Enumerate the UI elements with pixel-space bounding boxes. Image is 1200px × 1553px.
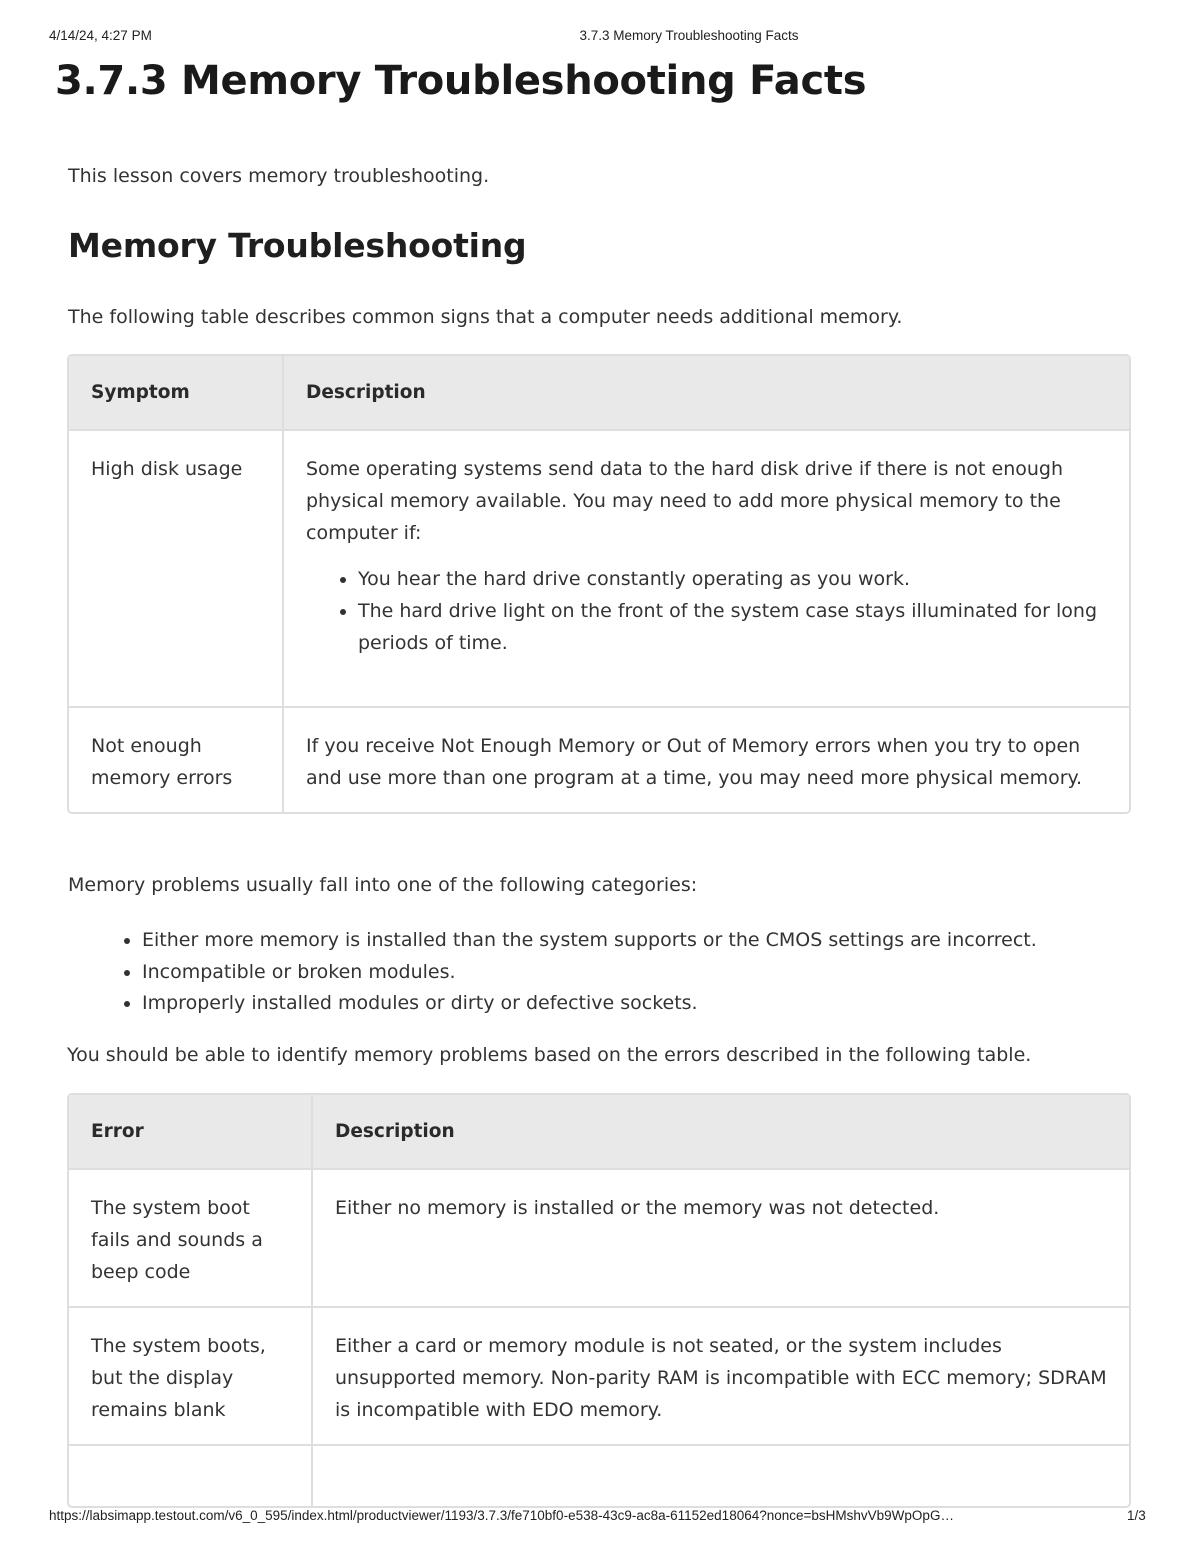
table2-intro: You should be able to identify memory problems based on the errors described in the following table. [67,1044,1032,1066]
list-item: • Incompatible or broken modules. [142,957,1037,989]
table-header-row [69,356,1129,431]
list-item: • Improperly installed modules or dirty or defective sockets. [142,988,1037,1020]
table-row [69,1170,1129,1308]
description-cell [284,431,1129,708]
list-item: • The hard drive light on the front of the system case stays illuminated for long periods of time. [358,595,1107,659]
symptoms-table [67,354,1131,814]
description-text: Some operating systems send data to the hard disk drive if there is not enough physical memory available. You may need to add more physical memory to the computer if: [306,458,1064,544]
table-row [69,708,1129,812]
table-row [69,1308,1129,1446]
bullet-list [306,563,1107,659]
table-row [69,1446,1129,1506]
print-doc-title: 3.7.3 Memory Troubleshooting Facts [579,28,799,43]
table1-intro: The following table describes common signs that a computer needs additional memory. [68,306,903,328]
print-date: 4/14/24, 4:27 PM [49,28,152,43]
list-item: • Either more memory is installed than the system supports or the CMOS settings are incorrect. [142,925,1037,957]
column-header: Description [313,1095,1129,1170]
list-item: • You hear the hard drive constantly operating as you work. [358,563,1107,595]
symptom-cell: High disk usage [69,431,284,708]
table-header-row [69,1095,1129,1170]
categories-intro: Memory problems usually fall into one of the following categories: [68,874,698,896]
description-cell: Either no memory is installed or the memory was not detected. [313,1170,1129,1308]
categories-list [68,925,1037,1020]
print-header [0,28,1200,48]
error-cell: The system boots, but the display remains blank [69,1308,313,1446]
page-title: 3.7.3 Memory Troubleshooting Facts [55,58,867,104]
page-number: 1/3 [1127,1508,1146,1523]
print-footer [0,1508,1200,1528]
error-cell: The system boot fails and sounds a beep code [69,1170,313,1308]
error-cell [69,1446,313,1506]
symptom-cell: Not enough memory errors [69,708,284,812]
column-header: Description [284,356,1129,431]
intro-text: This lesson covers memory troubleshooting. [68,165,490,187]
description-cell: Either a card or memory module is not seated, or the system includes unsupported memory. Non-parity RAM is incompatible with ECC memory; SDRAM is incompatible with EDO memory. [313,1308,1129,1446]
errors-table [67,1093,1131,1508]
column-header: Error [69,1095,313,1170]
section-title: Memory Troubleshooting [68,226,527,265]
page-url: https://labsimapp.testout.com/v6_0_595/index.html/productviewer/1193/3.7.3/fe710bf0-e538-43c9-ac8a-61152ed18064?nonce=bsHMshvVb9WpOpG… [49,1508,954,1523]
description-cell: If you receive Not Enough Memory or Out of Memory errors when you try to open and use more than one program at a time, you may need more physical memory. [306,735,1083,789]
description-cell [313,1446,1129,1506]
table-row [69,431,1129,708]
column-header: Symptom [69,356,284,431]
